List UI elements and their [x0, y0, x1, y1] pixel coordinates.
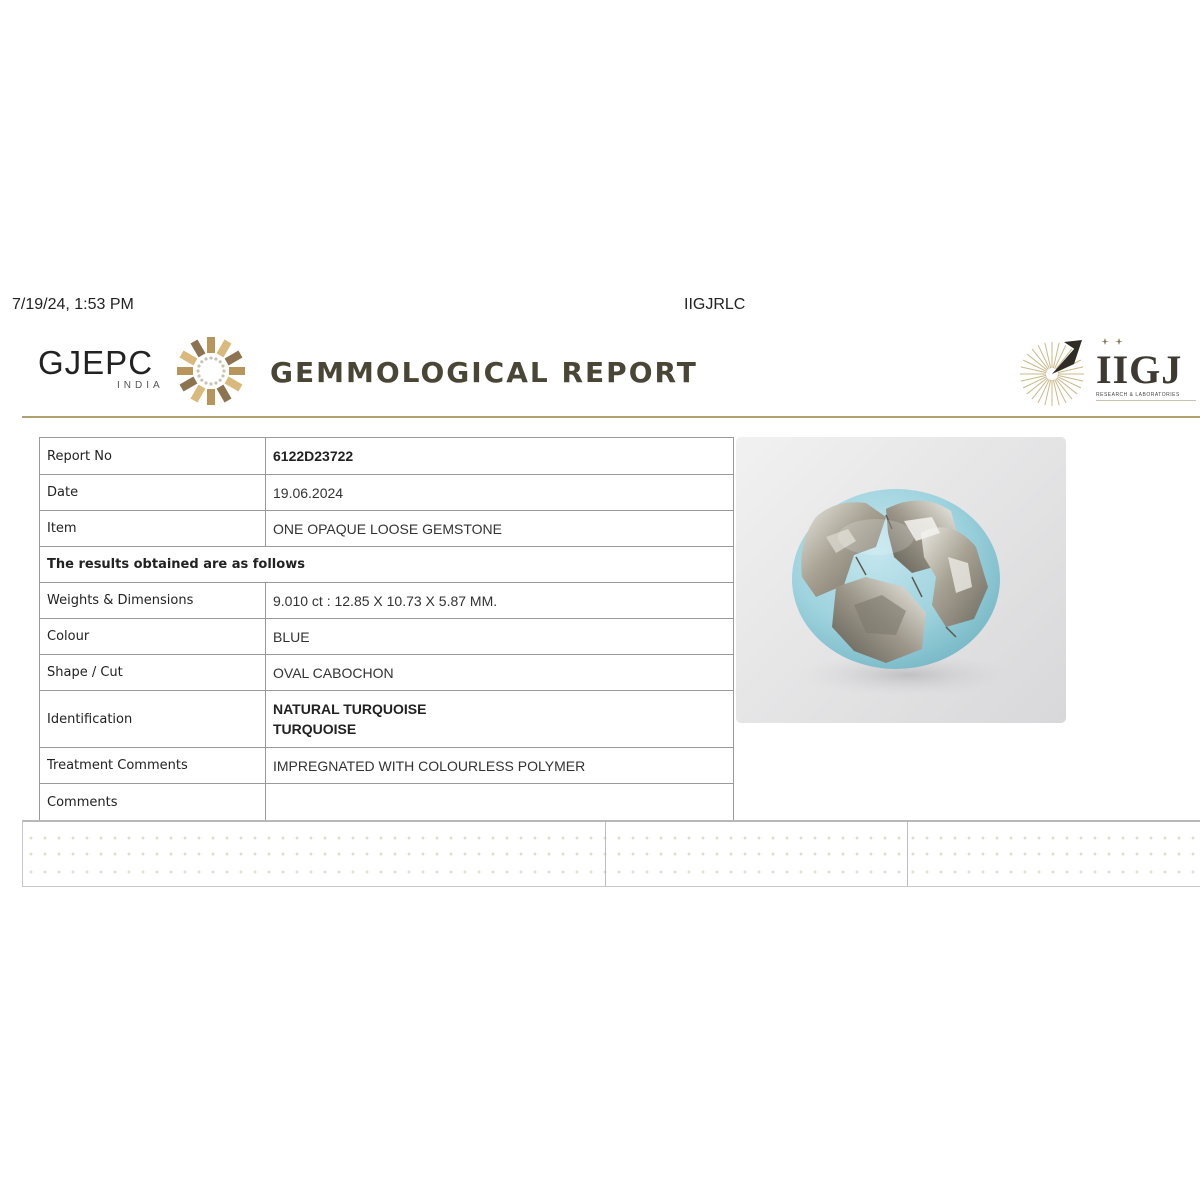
gjepc-sunburst-icon — [176, 336, 246, 406]
print-page-title: IIGJRLC — [684, 296, 746, 313]
identification-line-1: NATURAL TURQUOISE — [273, 701, 427, 717]
band-separator — [907, 822, 908, 886]
row-colour — [40, 619, 734, 655]
label-report-no: Report No — [40, 438, 266, 475]
gjepc-logo-subtext: INDIA — [117, 380, 164, 391]
row-shape-cut — [40, 655, 734, 691]
row-item — [40, 511, 734, 547]
label-colour: Colour — [40, 619, 266, 655]
row-results-section — [40, 547, 734, 583]
value-comments — [266, 784, 734, 821]
label-shape-cut: Shape / Cut — [40, 655, 266, 691]
gemstone-photo — [736, 437, 1066, 723]
row-report-no — [40, 438, 734, 475]
sparkle-pattern-icon — [23, 822, 1200, 886]
row-comments — [40, 784, 734, 821]
value-date: 19.06.2024 — [266, 475, 734, 511]
iigj-logo-rule — [1096, 400, 1196, 401]
gjepc-logo — [38, 336, 250, 406]
turquoise-cabochon-image — [736, 437, 1066, 723]
iigj-starburst-icon — [1016, 334, 1096, 414]
value-shape-cut: OVAL CABOCHON — [266, 655, 734, 691]
value-weights-dimensions: 9.010 ct : 12.85 X 10.73 X 5.87 MM. — [266, 583, 734, 619]
label-item: Item — [40, 511, 266, 547]
label-comments: Comments — [40, 784, 266, 821]
row-date — [40, 475, 734, 511]
label-treatment-comments: Treatment Comments — [40, 748, 266, 784]
value-colour: BLUE — [266, 619, 734, 655]
iigj-logo-subtext: RESEARCH & LABORATORIES — [1096, 392, 1180, 398]
decorative-star-band — [22, 820, 1200, 887]
iigj-stars-icon — [1100, 336, 1140, 346]
value-treatment-comments: IMPREGNATED WITH COLOURLESS POLYMER — [266, 748, 734, 784]
header-divider — [22, 416, 1200, 418]
print-date-time: 7/19/24, 1:53 PM — [12, 296, 134, 313]
value-item: ONE OPAQUE LOOSE GEMSTONE — [266, 511, 734, 547]
iigj-logo-text: IIGJ — [1096, 347, 1183, 392]
label-date: Date — [40, 475, 266, 511]
report-heading: GEMMOLOGICAL REPORT — [270, 356, 698, 389]
value-report-no: 6122D23722 — [266, 438, 734, 475]
label-weights-dimensions: Weights & Dimensions — [40, 583, 266, 619]
row-identification — [40, 691, 734, 748]
row-weights-dimensions — [40, 583, 734, 619]
row-treatment-comments — [40, 748, 734, 784]
gjepc-logo-text: GJEPC — [38, 344, 154, 381]
results-section-heading: The results obtained are as follows — [40, 547, 734, 583]
label-identification: Identification — [40, 691, 266, 748]
identification-line-2: TURQUOISE — [273, 721, 357, 737]
band-separator — [605, 822, 606, 886]
iigj-logo — [1016, 334, 1200, 414]
value-identification — [266, 691, 734, 748]
report-table — [39, 437, 734, 821]
